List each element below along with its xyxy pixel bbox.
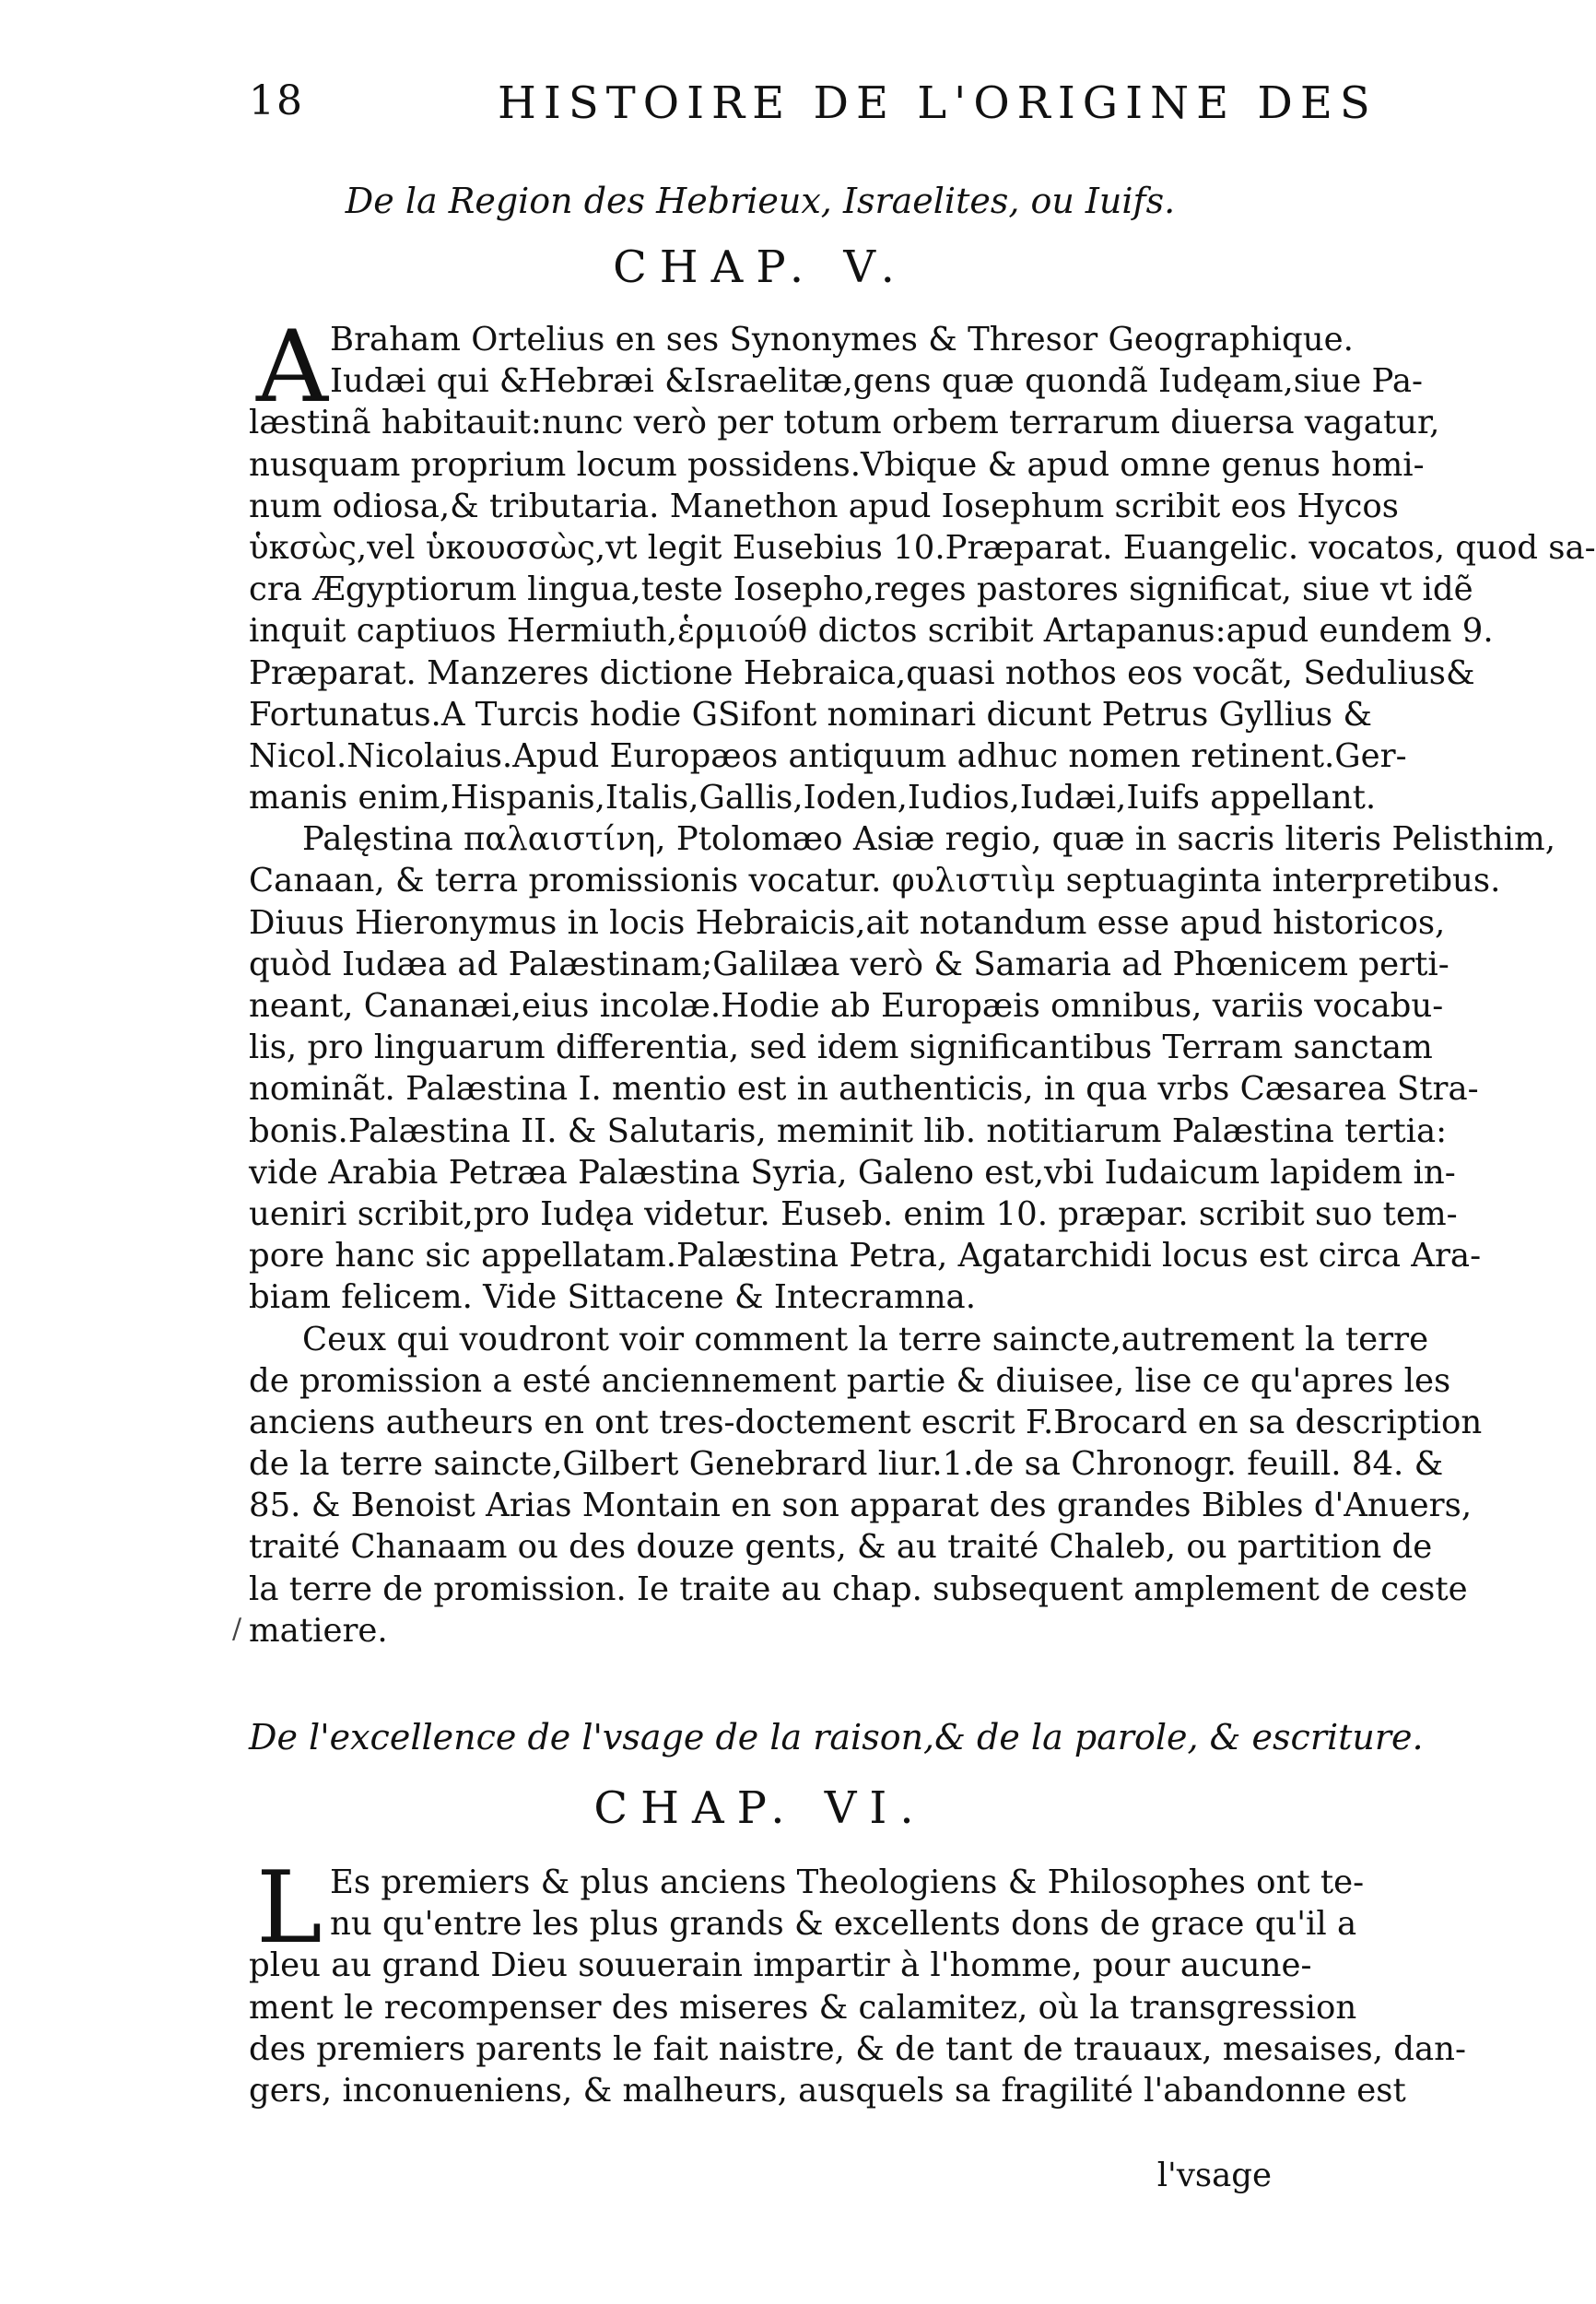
- text-line: Fortunatus.A Turcis hodie GSifont nominari dicunt Petrus Gyllius &: [249, 695, 1373, 734]
- page-number: 18: [249, 77, 304, 124]
- margin-mark: /: [232, 1613, 242, 1645]
- chapter-5-drop-cap: A: [256, 310, 328, 425]
- text-line: bonis.Palæstina II. & Salutaris, meminit lib. notitiarum Palæstina tertia:: [249, 1111, 1448, 1150]
- text-line: la terre de promission. Ie traite au chap. subsequent amplement de ceste: [249, 1569, 1468, 1608]
- text-line: quòd Iudæa ad Palæstinam;Galilæa verò & Samaria ad Phœnicem perti-: [249, 945, 1449, 983]
- text-line: anciens autheurs en ont tres-doctement escrit F.Brocard en sa description: [249, 1403, 1483, 1441]
- text-line: nominãt. Palæstina I. mentio est in authenticis, in qua vrbs Cæsarea Stra-: [249, 1070, 1479, 1109]
- chapter-6-text: [249, 1862, 1467, 2111]
- text-line: ueniri scribit,pro Iudęa videtur. Euseb. enim 10. præpar. scribit suo tem-: [249, 1194, 1458, 1233]
- text-line: cra Ægyptiorum lingua,teste Iosepho,reges pastores significat, siue vt idẽ: [249, 570, 1473, 609]
- text-line: neant, Cananæi,eius incolæ.Hodie ab Europæis omnibus, variis vocabu-: [249, 987, 1444, 1025]
- chapter-5-subject: De la Region des Hebrieux, Israelites, ou Iuifs.: [345, 181, 1176, 221]
- text-line: pleu au grand Dieu souuerain impartir à l'homme, pour aucune-: [249, 1946, 1312, 1985]
- text-line: Canaan, & terra promissionis vocatur. φυλιστιὶμ septuaginta interpretibus.: [249, 862, 1501, 900]
- text-line: num odiosa,& tributaria. Manethon apud Iosephum scribit eos Hycos: [249, 487, 1399, 525]
- text-line: biam felicem. Vide Sittacene & Intecramna.: [249, 1278, 977, 1317]
- text-line: 85. & Benoist Arias Montain en son apparat des grandes Bibles d'Anuers,: [249, 1487, 1473, 1525]
- text-line: Es premiers & plus anciens Theologiens & Philosophes ont te-: [330, 1863, 1365, 1901]
- text-line: matiere.: [249, 1611, 388, 1650]
- text-line: traité Chanaam ou des douze gents, & au traité Chaleb, ou partition de: [249, 1528, 1433, 1567]
- text-line: læstinã habitauit:nunc verò per totum orbem terrarum diuersa vagatur,: [249, 404, 1440, 442]
- text-line: Præparat. Manzeres dictione Hebraica,quasi nothos eos vocãt, Sedulius&: [249, 653, 1475, 692]
- text-line: Braham Ortelius en ses Synonymes & Thresor Geographique.: [330, 321, 1354, 359]
- text-line: ὑκσὼς,vel ὑκουσσὼς,vt legit Eusebius 10.Præparat. Euangelic. vocatos, quod sa-: [249, 528, 1596, 567]
- chapter-6-subject: De l'excellence de l'vsage de la raison,& de la parole, & escriture.: [249, 1717, 1424, 1757]
- catchword: l'vsage: [1156, 2157, 1272, 2194]
- chapter-6-drop-cap: L: [256, 1851, 323, 1966]
- text-line: Ceux qui voudront voir comment la terre saincte,autrement la terre: [302, 1320, 1429, 1358]
- text-line: gers, inconueniens, & malheurs, ausquels sa fragilité l'abandonne est: [249, 2071, 1406, 2110]
- text-line: de la terre saincte,Gilbert Genebrard liur.1.de sa Chronogr. feuill. 84. &: [249, 1445, 1444, 1484]
- text-line: pore hanc sic appellatam.Palæstina Petra, Agatarchidi locus est circa Ara-: [249, 1237, 1482, 1275]
- text-line: inquit captiuos Hermiuth,ἑρμιούθ dictos scribit Artapanus:apud eundem 9.: [249, 612, 1494, 651]
- text-line: des premiers parents le fait naistre, & de tant de trauaux, mesaises, dan-: [249, 2029, 1467, 2068]
- chapter-5-text: [249, 310, 1596, 1652]
- running-head: [249, 77, 1378, 133]
- chapter-6-heading: CHAP. VI.: [593, 1782, 927, 1834]
- text-line: nusquam proprium locum possidens.Vbique & apud omne genus homi-: [249, 445, 1425, 484]
- text-line: ment le recompenser des miseres & calamitez, où la transgression: [249, 1988, 1357, 2027]
- text-line: Iudæi qui &Hebræi &Israelitæ,gens quæ quondã Iudęam,siue Pa-: [330, 362, 1423, 401]
- text-line: de promission a esté anciennement partie & diuisee, lise ce qu'apres les: [249, 1361, 1451, 1400]
- text-line: Nicol.Nicolaius.Apud Europæos antiquum adhuc nomen retinent.Ger-: [249, 736, 1407, 775]
- text-line: Diuus Hieronymus in locis Hebraicis,ait notandum esse apud historicos,: [249, 903, 1446, 942]
- text-line: nu qu'entre les plus grands & excellents dons de grace qu'il a: [330, 1905, 1357, 1944]
- chapter-5-heading: CHAP. V.: [613, 241, 908, 293]
- running-title: HISTOIRE DE L'ORIGINE DES: [498, 77, 1378, 129]
- text-line: manis enim,Hispanis,Italis,Gallis,Ioden,Iudios,Iudæi,Iuifs appellant.: [249, 779, 1377, 817]
- text-line: lis, pro linguarum differentia, sed idem significantibus Terram sanctam: [249, 1029, 1433, 1067]
- text-line: Palęstina παλαιστίνη, Ptolomæo Asiæ regio, quæ in sacris literis Pelisthim,: [302, 820, 1555, 859]
- text-line: vide Arabia Petræa Palæstina Syria, Galeno est,vbi Iudaicum lapidem in-: [249, 1153, 1456, 1192]
